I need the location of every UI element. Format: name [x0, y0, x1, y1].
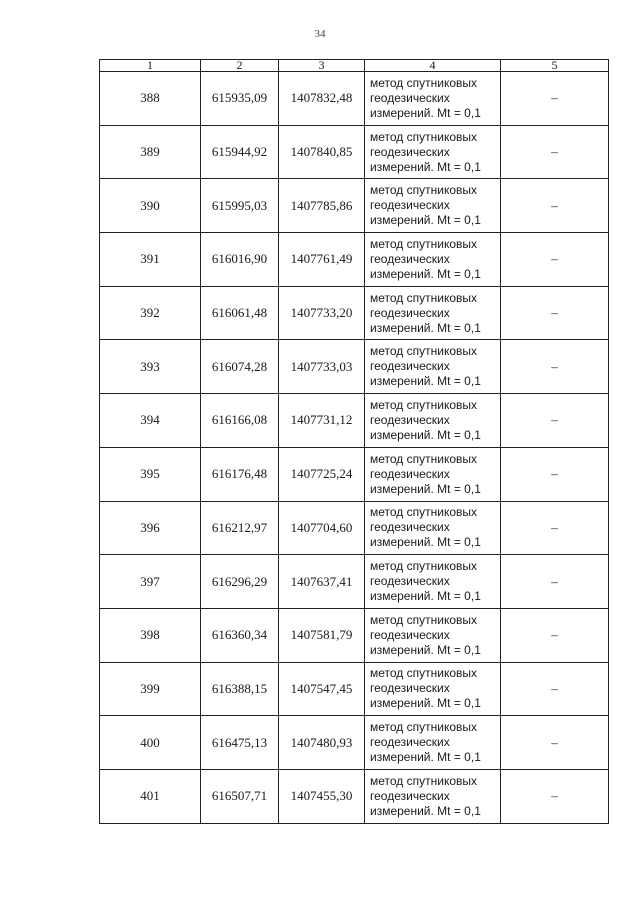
- point-number-cell: 391: [100, 233, 201, 287]
- method-cell: метод спутниковых геодезических измерений. Mt = 0,1: [365, 716, 501, 770]
- point-number-cell: 397: [100, 555, 201, 609]
- note-cell: –: [501, 125, 609, 179]
- note-cell: –: [501, 340, 609, 394]
- method-cell: метод спутниковых геодезических измерений. Mt = 0,1: [365, 72, 501, 126]
- note-cell: –: [501, 555, 609, 609]
- y-coordinate-cell: 1407733,20: [279, 286, 365, 340]
- x-coordinate-cell: 615935,09: [201, 72, 279, 126]
- table-row: [100, 286, 609, 340]
- note-cell: –: [501, 394, 609, 448]
- y-coordinate-cell: 1407733,03: [279, 340, 365, 394]
- method-cell: метод спутниковых геодезических измерений. Mt = 0,1: [365, 394, 501, 448]
- point-number-cell: 389: [100, 125, 201, 179]
- x-coordinate-cell: 616061,48: [201, 286, 279, 340]
- note-cell: –: [501, 447, 609, 501]
- x-coordinate-cell: 616074,28: [201, 340, 279, 394]
- x-coordinate-cell: 616360,34: [201, 608, 279, 662]
- y-coordinate-cell: 1407785,86: [279, 179, 365, 233]
- method-cell: метод спутниковых геодезических измерений. Mt = 0,1: [365, 340, 501, 394]
- column-header-2: 2: [201, 60, 279, 72]
- method-cell: метод спутниковых геодезических измерений. Mt = 0,1: [365, 125, 501, 179]
- table-row: [100, 608, 609, 662]
- point-number-cell: 394: [100, 394, 201, 448]
- y-coordinate-cell: 1407581,79: [279, 608, 365, 662]
- table-body: [100, 72, 609, 824]
- y-coordinate-cell: 1407725,24: [279, 447, 365, 501]
- method-cell: метод спутниковых геодезических измерений. Mt = 0,1: [365, 662, 501, 716]
- coordinates-table: [99, 59, 609, 824]
- table-row: [100, 394, 609, 448]
- y-coordinate-cell: 1407704,60: [279, 501, 365, 555]
- table-row: [100, 179, 609, 233]
- point-number-cell: 395: [100, 447, 201, 501]
- method-cell: метод спутниковых геодезических измерений. Mt = 0,1: [365, 555, 501, 609]
- table-row: [100, 340, 609, 394]
- method-cell: метод спутниковых геодезических измерений. Mt = 0,1: [365, 286, 501, 340]
- point-number-cell: 401: [100, 769, 201, 823]
- x-coordinate-cell: 616176,48: [201, 447, 279, 501]
- note-cell: –: [501, 286, 609, 340]
- x-coordinate-cell: 615995,03: [201, 179, 279, 233]
- table-row: [100, 716, 609, 770]
- page-number: 34: [314, 28, 326, 40]
- point-number-cell: 400: [100, 716, 201, 770]
- x-coordinate-cell: 615944,92: [201, 125, 279, 179]
- column-header-4: 4: [365, 60, 501, 72]
- table-row: [100, 662, 609, 716]
- x-coordinate-cell: 616016,90: [201, 233, 279, 287]
- y-coordinate-cell: 1407547,45: [279, 662, 365, 716]
- x-coordinate-cell: 616388,15: [201, 662, 279, 716]
- x-coordinate-cell: 616475,13: [201, 716, 279, 770]
- table-row: [100, 769, 609, 823]
- note-cell: –: [501, 662, 609, 716]
- note-cell: –: [501, 608, 609, 662]
- point-number-cell: 392: [100, 286, 201, 340]
- table-row: [100, 233, 609, 287]
- point-number-cell: 399: [100, 662, 201, 716]
- column-header-3: 3: [279, 60, 365, 72]
- note-cell: –: [501, 179, 609, 233]
- point-number-cell: 393: [100, 340, 201, 394]
- y-coordinate-cell: 1407761,49: [279, 233, 365, 287]
- y-coordinate-cell: 1407840,85: [279, 125, 365, 179]
- method-cell: метод спутниковых геодезических измерений. Mt = 0,1: [365, 608, 501, 662]
- y-coordinate-cell: 1407832,48: [279, 72, 365, 126]
- note-cell: –: [501, 769, 609, 823]
- point-number-cell: 390: [100, 179, 201, 233]
- table-row: [100, 447, 609, 501]
- method-cell: метод спутниковых геодезических измерений. Mt = 0,1: [365, 769, 501, 823]
- x-coordinate-cell: 616212,97: [201, 501, 279, 555]
- table-row: [100, 555, 609, 609]
- column-header-5: 5: [501, 60, 609, 72]
- x-coordinate-cell: 616507,71: [201, 769, 279, 823]
- x-coordinate-cell: 616296,29: [201, 555, 279, 609]
- y-coordinate-cell: 1407637,41: [279, 555, 365, 609]
- method-cell: метод спутниковых геодезических измерений. Mt = 0,1: [365, 447, 501, 501]
- point-number-cell: 398: [100, 608, 201, 662]
- note-cell: –: [501, 72, 609, 126]
- method-cell: метод спутниковых геодезических измерений. Mt = 0,1: [365, 179, 501, 233]
- note-cell: –: [501, 716, 609, 770]
- table-row: [100, 72, 609, 126]
- note-cell: –: [501, 501, 609, 555]
- table-row: [100, 125, 609, 179]
- x-coordinate-cell: 616166,08: [201, 394, 279, 448]
- method-cell: метод спутниковых геодезических измерений. Mt = 0,1: [365, 233, 501, 287]
- y-coordinate-cell: 1407480,93: [279, 716, 365, 770]
- y-coordinate-cell: 1407731,12: [279, 394, 365, 448]
- table-row: [100, 501, 609, 555]
- note-cell: –: [501, 233, 609, 287]
- y-coordinate-cell: 1407455,30: [279, 769, 365, 823]
- column-header-1: 1: [100, 60, 201, 72]
- method-cell: метод спутниковых геодезических измерений. Mt = 0,1: [365, 501, 501, 555]
- point-number-cell: 396: [100, 501, 201, 555]
- table-header-row: [100, 60, 609, 72]
- point-number-cell: 388: [100, 72, 201, 126]
